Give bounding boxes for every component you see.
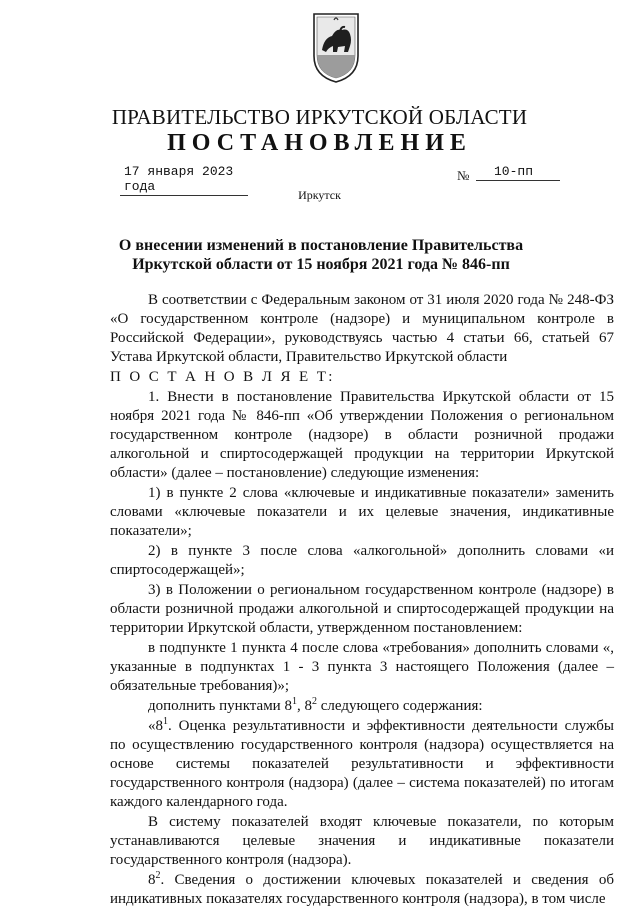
point-8-1-sup: 1 [163, 716, 168, 727]
document-body [110, 291, 614, 910]
point-8-1-number: «8 [148, 718, 163, 734]
point-8-2-number: 8 [148, 872, 156, 888]
add-points-text-b: , 8 [296, 698, 312, 714]
decree-title: ПОСТАНОВЛЕНИЕ [167, 130, 472, 156]
paragraph-point-8-2 [110, 871, 614, 909]
paragraph-subitem-3: 3) в Положении о региональном государственном контроле (надзоре) в области розничной продажи алкогольной и спиртосодержащей продукции на территории Иркутской области, утвержденном постановлением: [110, 582, 614, 636]
government-title: ПРАВИТЕЛЬСТВО ИРКУТСКОЙ ОБЛАСТИ [111, 105, 528, 129]
paragraph-subpoint-amend: в подпункте 1 пункта 4 после слова «требования» дополнить словами «, указанные в подпунктах 1 - 3 пункта 3 настоящего Положения (далее – обязательные требования)»; [110, 640, 614, 694]
point-8-1-text: . Оценка результативности и эффективности деятельности службы по осуществлению государственного контроля (надзора) осуществляется на основе системы показателей результативности и эффективности государственного контроля (надзора) (далее – система показателей) по итогам каждого календарного года. [110, 718, 614, 810]
paragraph-add-points [110, 697, 614, 716]
paragraph-item-1: 1. Внести в постановление Правительства Иркутской области от 15 ноября 2021 года № 846-пп «Об утверждении Положения о региональном государственном контроле (надзоре) в области розничной продажи алкогольной и спиртосодержащей продукции на территории Иркутской области» (далее – постановление) следующие изменения: [110, 389, 614, 481]
add-points-sup-1: 1 [291, 696, 297, 707]
paragraph-subitem-2: 2) в пункте 3 после слова «алкогольной» дополнить словами «и спиртосодержащей»; [110, 543, 614, 578]
paragraph-indicators-system: В систему показателей входят ключевые показатели, по которым устанавливаются целевые значения и индикативные показатели государственного контроля (надзора). [110, 814, 614, 868]
point-8-2-sup: 2 [155, 870, 161, 881]
paragraph-resolves: П О С Т А Н О В Л Я Е Т: [110, 369, 335, 385]
number-sign: № [457, 168, 470, 183]
decree-subject: О внесении изменений в постановление Правительства Иркутской области от 15 ноября 2021 года № 846-пп [118, 237, 524, 273]
paragraph-preamble: В соответствии с Федеральным законом от 31 июля 2020 года № 248-ФЗ «О государственном контроле (надзоре) и муниципальном контроле в Российской Федерации», руководствуясь частью 4 статьи 66, статьей 67 Устава Иркутской области, Правительство Иркутской области [110, 292, 614, 365]
city: Иркутск [298, 188, 341, 202]
decree-date: 17 января 2023 года [120, 164, 248, 196]
coat-of-arms-icon [310, 6, 362, 84]
paragraph-subitem-1: 1) в пункте 2 слова «ключевые и индикативные показатели» заменить словами «ключевые показатели и их целевые значения, индикативные показатели»; [110, 485, 614, 539]
add-points-sup-2: 2 [311, 696, 317, 707]
add-points-text-c: следующего содержания: [316, 698, 483, 714]
point-8-2-text: . Сведения о достижении ключевых показателей и сведения об индикативных показателях государственного контроля (надзора), в том числе [110, 872, 614, 907]
add-points-text-a: дополнить пунктами 8 [148, 698, 292, 714]
paragraph-point-8-1 [110, 717, 614, 812]
decree-number: 10-пп [476, 164, 560, 181]
